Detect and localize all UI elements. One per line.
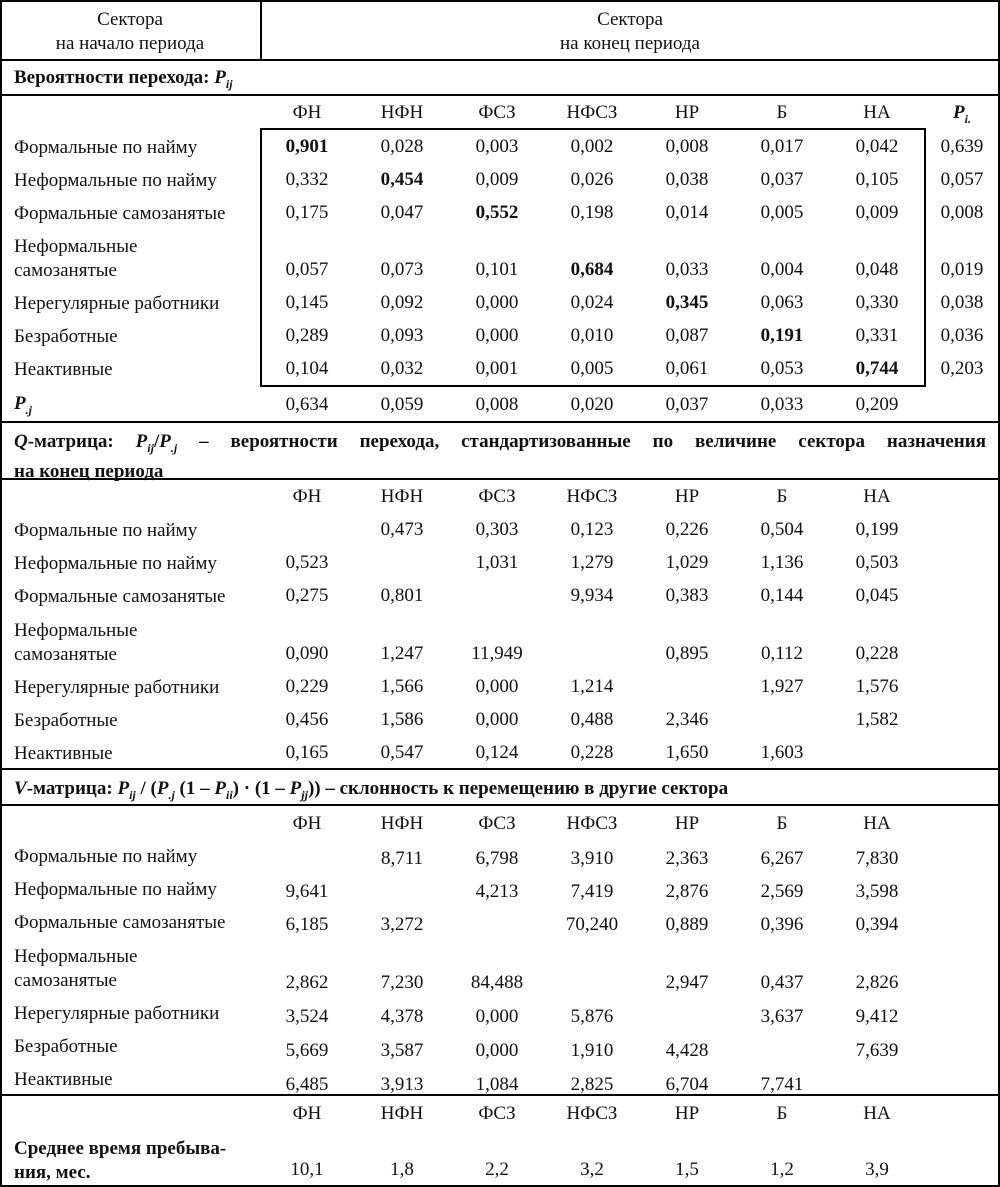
p-title-text: Вероятности перехода:	[14, 67, 215, 88]
v-cell: 4,428	[665, 1040, 709, 1061]
p-cell: 0,008	[665, 136, 709, 157]
v-row-label-line: Неактивные	[14, 1069, 113, 1090]
pi-cell: 0,038	[940, 292, 984, 313]
pi-cell: 0,057	[940, 169, 984, 190]
p-cell: 0,198	[570, 202, 614, 223]
time-cell: 3,9	[865, 1159, 889, 1180]
p-section-title	[14, 66, 233, 96]
p-cell: 0,028	[380, 136, 424, 157]
p-cell: 0,087	[665, 325, 709, 346]
p-col-header-4: НР	[674, 102, 700, 123]
q-cell: 1,582	[855, 709, 899, 730]
time-cell: 2,2	[485, 1159, 509, 1180]
p-col-header-3: НФСЗ	[566, 102, 618, 123]
p-cell: 0,001	[475, 358, 519, 379]
q-section-title	[14, 430, 986, 483]
p-row-label	[14, 325, 118, 349]
v-row-label	[14, 845, 197, 869]
p-row-label-line: самозанятые	[14, 260, 117, 281]
v-cell: 3,637	[760, 1006, 804, 1027]
p-row-label	[14, 136, 197, 160]
q-cell: 1,576	[855, 676, 899, 697]
p-cell: 0,063	[760, 292, 804, 313]
t-col-header-2: ФСЗ	[478, 1103, 516, 1124]
pi-subscript	[965, 112, 971, 126]
pj-cell: 0,059	[380, 394, 424, 415]
pj-cell: 0,209	[855, 394, 899, 415]
p-cell: 0,331	[855, 325, 899, 346]
pi-cell: 0,639	[940, 136, 984, 157]
p-cell: 0,009	[475, 169, 519, 190]
p-cell: 0,092	[380, 292, 424, 313]
v-col-header-6: НА	[863, 813, 891, 834]
t-col-header-1: НФН	[380, 1103, 424, 1124]
q-cell: 1,214	[570, 676, 614, 697]
time-cell: 10,1	[290, 1159, 324, 1180]
q-cell: 0,456	[285, 709, 329, 730]
q-cell: 1,029	[665, 552, 709, 573]
q-cell: 1,279	[570, 552, 614, 573]
v-cell: 1,910	[570, 1040, 614, 1061]
q-cell: 0,123	[570, 519, 614, 540]
pj-row-label	[14, 393, 32, 421]
v-row-label	[14, 1002, 219, 1026]
p-col-header-6: НА	[863, 102, 891, 123]
pi-sub-dot: .	[967, 111, 971, 126]
q-row-label	[14, 519, 197, 543]
p-cell: 0,002	[570, 136, 614, 157]
v-cell: 0,437	[760, 972, 804, 993]
p-cell: 0,026	[570, 169, 614, 190]
v-cell: 0,000	[475, 1006, 519, 1027]
v-row-label-line: Безработные	[14, 1036, 118, 1057]
q-col-header-3: НФСЗ	[566, 486, 618, 507]
q-row-label	[14, 585, 225, 609]
q-row-label-line: Безработные	[14, 710, 118, 731]
q-cell: 0,547	[380, 742, 424, 763]
pj-cell: 0,020	[570, 394, 614, 415]
p-cell: 0,104	[285, 358, 329, 379]
p-col-header-0: ФН	[292, 102, 322, 123]
pi-cell: 0,019	[940, 259, 984, 280]
pi-sub-i: i	[964, 111, 968, 126]
q-cell: 0,199	[855, 519, 899, 540]
q-title-line1: Q-матрица: $P_{ij}/P_{.j}$ – вероятности перехода, стандартизованные по величине сектора назначения	[14, 431, 986, 455]
q-row-label	[14, 619, 137, 667]
q-cell: 1,247	[380, 643, 424, 664]
p-cell: 0,901	[285, 136, 329, 157]
p-cell: 0,332	[285, 169, 329, 190]
p-title-symbol: P	[214, 67, 226, 88]
p-title-subscript: ij	[225, 76, 233, 91]
v-cell: 1,084	[475, 1074, 519, 1095]
v-cell: 0,394	[855, 914, 899, 935]
v-cell: 84,488	[470, 972, 524, 993]
v-cell: 5,876	[570, 1006, 614, 1027]
p-cell: 0,175	[285, 202, 329, 223]
q-row-label-line: Неформальные	[14, 620, 138, 641]
v-cell: 7,830	[855, 848, 899, 869]
p-cell: 0,010	[570, 325, 614, 346]
v-cell: 6,704	[665, 1074, 709, 1095]
time-label-line1: Среднее время пребыва-	[14, 1138, 227, 1159]
p-row-label-line: Неактивные	[14, 359, 113, 380]
p-cell: 0,552	[475, 202, 519, 223]
v-cell: 8,711	[380, 848, 424, 869]
q-col-header-4: НР	[674, 486, 700, 507]
p-cell: 0,000	[475, 325, 519, 346]
q-cell: 0,000	[475, 676, 519, 697]
q-col-header-6: НА	[863, 486, 891, 507]
left-border	[0, 0, 2, 1187]
p-row-label-line: Неформальные	[14, 236, 138, 257]
v-cell: 70,240	[565, 914, 619, 935]
top-border	[0, 0, 1000, 2]
p-cell: 0,009	[855, 202, 899, 223]
header-left	[0, 8, 260, 56]
t-col-header-6: НА	[863, 1103, 891, 1124]
v-cell: 9,412	[855, 1006, 899, 1027]
rule-before-v-title	[0, 768, 1000, 770]
v-col-header-4: НР	[674, 813, 700, 834]
time-cell: 3,2	[580, 1159, 604, 1180]
p-cell: 0,454	[380, 169, 424, 190]
v-cell: 7,741	[760, 1074, 804, 1095]
p-cell: 0,005	[760, 202, 804, 223]
v-cell: 2,947	[665, 972, 709, 993]
t-col-header-0: ФН	[292, 1103, 322, 1124]
p-cell: 0,061	[665, 358, 709, 379]
v-cell: 4,378	[380, 1006, 424, 1027]
p-row-label-line: Формальные самозанятые	[14, 203, 226, 224]
time-cell: 1,8	[390, 1159, 414, 1180]
pj-subscript: .j	[25, 402, 32, 417]
p-row-label-line: Нерегулярные работники	[14, 293, 220, 314]
q-row-label-line: Формальные по найму	[14, 520, 198, 541]
v-cell: 9,641	[285, 881, 329, 902]
v-cell: 2,825	[570, 1074, 614, 1095]
p-cell: 0,000	[475, 292, 519, 313]
t-col-header-4: НР	[674, 1103, 700, 1124]
q-row-label	[14, 709, 118, 733]
v-cell: 6,485	[285, 1074, 329, 1095]
v-row-label	[14, 878, 217, 902]
header-right-line2: на конец периода	[560, 33, 700, 54]
q-cell: 0,275	[285, 585, 329, 606]
p-cell: 0,093	[380, 325, 424, 346]
p-cell: 0,684	[570, 259, 614, 280]
v-cell: 0,000	[475, 1040, 519, 1061]
v-col-header-0: ФН	[292, 813, 322, 834]
p-row-label	[14, 292, 219, 316]
v-cell: 5,669	[285, 1040, 329, 1061]
header-right-line1: Сектора	[597, 9, 663, 30]
pj-cell: 0,008	[475, 394, 519, 415]
p-cell: 0,289	[285, 325, 329, 346]
rule-before-q-title	[0, 421, 1000, 423]
pj-cell: 0,033	[760, 394, 804, 415]
v-cell: 7,419	[570, 881, 614, 902]
p-row-label	[14, 358, 113, 382]
q-cell: 11,949	[471, 643, 523, 664]
q-cell: 0,045	[855, 585, 899, 606]
q-row-label-line: самозанятые	[14, 644, 117, 665]
p-col-header-2: ФСЗ	[478, 102, 516, 123]
p-cell: 0,345	[665, 292, 709, 313]
v-row-label-line: Формальные самозанятые	[14, 912, 226, 933]
v-cell: 7,230	[380, 972, 424, 993]
q-cell: 9,934	[570, 585, 614, 606]
p-cell: 0,105	[855, 169, 899, 190]
v-col-header-3: НФСЗ	[566, 813, 618, 834]
header-right	[262, 8, 998, 56]
q-row-label	[14, 742, 113, 766]
pj-symbol: P	[14, 393, 26, 414]
q-cell: 0,144	[760, 585, 804, 606]
p-cell: 0,032	[380, 358, 424, 379]
q-col-header-5: Б	[776, 486, 788, 507]
q-cell: 0,124	[475, 742, 519, 763]
v-row-label	[14, 945, 137, 993]
p-row-label	[14, 202, 225, 226]
q-cell: 0,503	[855, 552, 899, 573]
rule-after-header	[0, 59, 1000, 61]
q-cell: 0,383	[665, 585, 709, 606]
p-col-header-5: Б	[776, 102, 788, 123]
p-cell: 0,003	[475, 136, 519, 157]
p-cell: 0,004	[760, 259, 804, 280]
q-row-label-line: Нерегулярные работники	[14, 677, 220, 698]
q-col-header-2: ФСЗ	[478, 486, 516, 507]
p-cell: 0,005	[570, 358, 614, 379]
q-cell: 1,136	[760, 552, 804, 573]
v-cell: 3,913	[380, 1074, 424, 1095]
p-cell: 0,073	[380, 259, 424, 280]
q-cell: 0,228	[570, 742, 614, 763]
v-cell: 0,396	[760, 914, 804, 935]
q-cell: 1,566	[380, 676, 424, 697]
q-cell: 0,229	[285, 676, 329, 697]
p-cell: 0,038	[665, 169, 709, 190]
p-cell: 0,047	[380, 202, 424, 223]
p-cell: 0,033	[665, 259, 709, 280]
pi-symbol: P	[953, 102, 965, 123]
q-cell: 0,488	[570, 709, 614, 730]
v-cell: 4,213	[475, 881, 519, 902]
p-cell: 0,145	[285, 292, 329, 313]
v-cell: 3,910	[570, 848, 614, 869]
p-cell: 0,037	[760, 169, 804, 190]
p-cell: 0,057	[285, 259, 329, 280]
v-cell: 3,272	[380, 914, 424, 935]
q-cell: 1,586	[380, 709, 424, 730]
p-matrix-box	[260, 128, 926, 387]
v-section-title: V-матрица: $P_{ij} / (P_{.j}$ $(1 - P_{ii}) \cdot (1 - P_{jj})$) – склонность к перемещению в другие сектора	[14, 778, 729, 802]
v-row-label-line: Нерегулярные работники	[14, 1003, 220, 1024]
pj-cell: 0,037	[665, 394, 709, 415]
pi-column-header	[922, 102, 1000, 130]
t-col-header-5: Б	[776, 1103, 788, 1124]
v-cell: 7,639	[855, 1040, 899, 1061]
v-cell: 6,185	[285, 914, 329, 935]
v-cell: 2,862	[285, 972, 329, 993]
q-cell: 0,504	[760, 519, 804, 540]
time-row-label	[14, 1137, 226, 1185]
q-col-header-0: ФН	[292, 486, 322, 507]
p-cell: 0,017	[760, 136, 804, 157]
v-col-header-2: ФСЗ	[478, 813, 516, 834]
p-row-label-line: Неформальные по найму	[14, 170, 217, 191]
q-cell: 0,801	[380, 585, 424, 606]
v-cell: 2,876	[665, 881, 709, 902]
header-left-line2: на начало периода	[55, 33, 205, 54]
pi-cell: 0,036	[940, 325, 984, 346]
q-cell: 1,927	[760, 676, 804, 697]
q-cell: 1,650	[665, 742, 709, 763]
p-cell: 0,744	[855, 358, 899, 379]
v-row-label	[14, 1035, 118, 1059]
p-row-label-line: Формальные по найму	[14, 137, 198, 158]
v-row-label-line: Неформальные	[14, 946, 138, 967]
pi-cell: 0,008	[940, 202, 984, 223]
v-col-header-1: НФН	[380, 813, 424, 834]
p-cell: 0,024	[570, 292, 614, 313]
q-row-label-line: Формальные самозанятые	[14, 586, 226, 607]
p-cell: 0,101	[475, 259, 519, 280]
p-cell: 0,014	[665, 202, 709, 223]
p-col-header-1: НФН	[380, 102, 424, 123]
q-cell: 0,226	[665, 519, 709, 540]
v-cell: 6,798	[475, 848, 519, 869]
q-cell: 0,303	[475, 519, 519, 540]
q-cell: 1,603	[760, 742, 804, 763]
v-cell: 2,569	[760, 881, 804, 902]
q-row-label	[14, 676, 219, 700]
v-row-label-line: Формальные по найму	[14, 846, 198, 867]
p-cell: 0,330	[855, 292, 899, 313]
q-cell: 0,228	[855, 643, 899, 664]
q-row-label-line: Неформальные по найму	[14, 553, 217, 574]
p-row-label	[14, 235, 137, 283]
v-row-label	[14, 1068, 113, 1092]
v-cell: 6,267	[760, 848, 804, 869]
p-cell: 0,053	[760, 358, 804, 379]
q-cell: 0,165	[285, 742, 329, 763]
pj-cell: 0,634	[285, 394, 329, 415]
v-row-label-line: самозанятые	[14, 970, 117, 991]
p-cell: 0,048	[855, 259, 899, 280]
p-cell: 0,191	[760, 325, 804, 346]
t-col-header-3: НФСЗ	[566, 1103, 618, 1124]
q-cell: 2,346	[665, 709, 709, 730]
q-col-header-1: НФН	[380, 486, 424, 507]
header-left-line1: Сектора	[97, 9, 163, 30]
pi-cell: 0,203	[940, 358, 984, 379]
q-cell: 0,473	[380, 519, 424, 540]
time-cell: 1,5	[675, 1159, 699, 1180]
p-cell: 0,042	[855, 136, 899, 157]
v-cell: 3,524	[285, 1006, 329, 1027]
p-row-label	[14, 169, 217, 193]
q-cell: 0,895	[665, 643, 709, 664]
v-cell: 0,889	[665, 914, 709, 935]
q-cell: 0,112	[760, 643, 804, 664]
time-cell: 1,2	[770, 1159, 794, 1180]
q-row-label	[14, 552, 217, 576]
q-cell: 1,031	[475, 552, 519, 573]
v-row-label	[14, 911, 225, 935]
p-row-label-line: Безработные	[14, 326, 118, 347]
q-row-label-line: Неактивные	[14, 743, 113, 764]
v-col-header-5: Б	[776, 813, 788, 834]
q-cell: 0,090	[285, 643, 329, 664]
v-cell: 2,363	[665, 848, 709, 869]
time-label-line2: ния, мес.	[14, 1162, 91, 1183]
q-title-line2: на конец периода	[14, 460, 164, 482]
v-row-label-line: Неформальные по найму	[14, 879, 217, 900]
q-cell: 0,523	[285, 552, 329, 573]
v-cell: 2,826	[855, 972, 899, 993]
q-cell: 0,000	[475, 709, 519, 730]
v-cell: 3,587	[380, 1040, 424, 1061]
v-cell: 3,598	[855, 881, 899, 902]
